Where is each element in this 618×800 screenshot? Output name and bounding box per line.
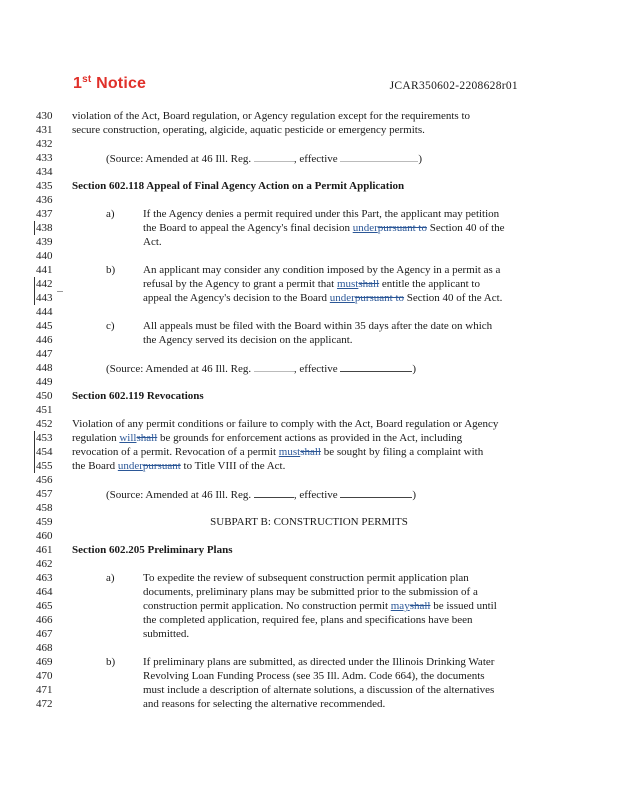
line-number: 440 xyxy=(36,250,53,262)
body-line-464: documents, preliminary plans may be submitted prior to the submission of a xyxy=(143,586,478,598)
line-number: 459 xyxy=(36,516,53,528)
body-line-469: If preliminary plans are submitted, as directed under the Illinois Drinking Water xyxy=(143,656,495,668)
insertion-text: under xyxy=(352,222,378,234)
deletion-text: pursuant to xyxy=(354,292,405,304)
body-line-438: the Board to appeal the Agency's final decision underpursuant to Section 40 of the xyxy=(143,222,505,234)
line-number: 461 xyxy=(36,544,53,556)
line-number: 433 xyxy=(36,152,53,164)
body-line-466: the completed application, required fee, plans and specifications have been xyxy=(143,614,473,626)
body-line-454: revocation of a permit. Revocation of a permit mustshall be sought by filing a complaint with xyxy=(72,446,484,458)
body-line-430: violation of the Act, Board regulation, or Agency regulation except for the requirements to xyxy=(72,110,471,122)
line-number: 452 xyxy=(36,418,53,430)
item-a2-label: a) xyxy=(106,572,115,584)
line-number: 468 xyxy=(36,642,53,654)
line-number: 444 xyxy=(36,306,53,318)
body-line-465: construction permit application. No construction permit mayshall be issued until xyxy=(143,600,497,612)
body-line-470: Revolving Loan Funding Process (see 35 Ill. Adm. Code 664), the documents xyxy=(143,670,485,682)
notice-heading: 1st Notice xyxy=(73,74,147,92)
body-line-463: To expedite the review of subsequent construction permit application plan xyxy=(143,572,469,584)
subpart-heading: SUBPART B: CONSTRUCTION PERMITS xyxy=(210,516,408,528)
line-number: 434 xyxy=(36,166,53,178)
section-602-205-title: Section 602.205 Preliminary Plans xyxy=(72,544,233,556)
insertion-text: under xyxy=(117,460,143,472)
insertion-text: must xyxy=(336,278,359,290)
body-line-445: All appeals must be filed with the Board within 35 days after the date on which xyxy=(143,320,493,332)
line-number: 435 xyxy=(36,180,53,192)
body-line-431: secure construction, operating, algicide, aquatic pesticide or emergency permits. xyxy=(72,124,425,136)
line-number: 457 xyxy=(36,488,53,500)
item-b-label: b) xyxy=(106,264,116,276)
body-line-446: the Agency served its decision on the applicant. xyxy=(143,334,353,346)
line-number: 466 xyxy=(36,614,53,626)
source-note-1: (Source: Amended at 46 Ill. Reg. , effective ) xyxy=(106,153,423,165)
body-line-472: and reasons for selecting the alternative recommended. xyxy=(143,698,386,710)
body-line-442: refusal by the Agency to grant a permit that mustshall entitle the applicant to xyxy=(143,278,480,290)
line-number: 471 xyxy=(36,684,53,696)
margin-mark xyxy=(57,291,63,292)
line-number: 470 xyxy=(36,670,53,682)
body-line-455: the Board underpursuant to Title VIII of the Act. xyxy=(72,460,286,472)
insertion-text: under xyxy=(329,292,355,304)
insertion-text: must xyxy=(278,446,301,458)
line-number: 430 xyxy=(36,110,53,122)
source-note-3: (Source: Amended at 46 Ill. Reg. , effective ) xyxy=(106,489,417,501)
line-number: 463 xyxy=(36,572,53,584)
document-id: JCAR350602-2208628r01 xyxy=(389,80,518,92)
source-note-2: (Source: Amended at 46 Ill. Reg. , effective ) xyxy=(106,363,417,375)
line-number: 441 xyxy=(36,264,53,276)
deletion-text: pursuant xyxy=(142,460,181,472)
line-number: 447 xyxy=(36,348,53,360)
section-602-119-title: Section 602.119 Revocations xyxy=(72,390,204,402)
line-number: 454 xyxy=(36,446,53,458)
body-line-452: Violation of any permit conditions or failure to comply with the Act, Board regulation or Agency xyxy=(72,418,499,430)
deletion-text: shall xyxy=(409,600,431,612)
line-number: 467 xyxy=(36,628,53,640)
line-number: 437 xyxy=(36,208,53,220)
line-number: 443 xyxy=(36,292,53,304)
line-number: 439 xyxy=(36,236,53,248)
deletion-text: shall xyxy=(300,446,321,458)
line-number: 431 xyxy=(36,124,53,136)
line-number: 442 xyxy=(36,278,53,290)
body-line-441: An applicant may consider any condition imposed by the Agency in a permit as a xyxy=(143,264,501,276)
insertion-text: will xyxy=(119,432,137,444)
line-number: 472 xyxy=(36,698,53,710)
line-number: 462 xyxy=(36,558,53,570)
item-b2-label: b) xyxy=(106,656,116,668)
body-line-443: appeal the Agency's decision to the Board underpursuant to Section 40 of the Act. xyxy=(143,292,503,304)
line-number: 464 xyxy=(36,586,53,598)
line-number: 445 xyxy=(36,320,53,332)
item-c-label: c) xyxy=(106,320,115,332)
body-line-453: regulation willshall be grounds for enforcement actions as provided in the Act, including xyxy=(72,432,463,444)
line-number: 451 xyxy=(36,404,53,416)
section-602-118-title: Section 602.118 Appeal of Final Agency Action on a Permit Application xyxy=(72,180,405,192)
line-number: 469 xyxy=(36,656,53,668)
body-line-437: If the Agency denies a permit required under this Part, the applicant may petition xyxy=(143,208,500,220)
line-number: 456 xyxy=(36,474,53,486)
insertion-text: may xyxy=(390,600,410,612)
line-number: 458 xyxy=(36,502,53,514)
deletion-text: pursuant to xyxy=(377,222,427,234)
line-number: 465 xyxy=(36,600,53,612)
body-line-471: must include a description of alternate solutions, a discussion of the alternatives xyxy=(143,684,495,696)
line-number: 436 xyxy=(36,194,53,206)
body-line-439: Act. xyxy=(143,236,162,248)
line-number: 460 xyxy=(36,530,53,542)
line-number: 450 xyxy=(36,390,53,402)
line-number: 446 xyxy=(36,334,53,346)
line-number: 453 xyxy=(36,432,53,444)
line-number: 449 xyxy=(36,376,53,388)
body-line-467: submitted. xyxy=(143,628,190,640)
deletion-text: shall xyxy=(358,278,380,290)
line-number: 438 xyxy=(36,222,53,234)
line-number: 455 xyxy=(36,460,53,472)
line-number: 432 xyxy=(36,138,53,150)
item-a-label: a) xyxy=(106,208,115,220)
line-number: 448 xyxy=(36,362,53,374)
deletion-text: shall xyxy=(136,432,158,444)
